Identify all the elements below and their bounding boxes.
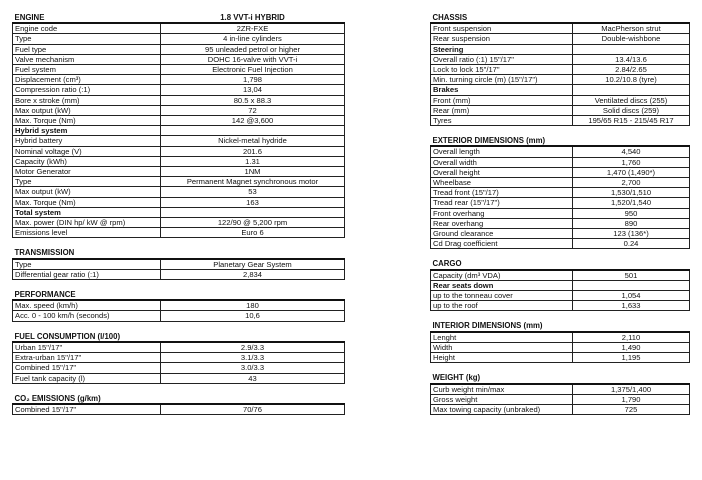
spec-value: Planetary Gear System (161, 259, 345, 270)
spec-value: 1,520/1,540 (573, 198, 690, 208)
table-row (13, 269, 345, 279)
table-row (431, 198, 690, 208)
table-row (13, 207, 345, 217)
section-title-value: 1.8 VVT-i HYBRID (161, 12, 345, 23)
spec-value: 2,700 (573, 178, 690, 188)
table-row (431, 85, 690, 95)
table-row (13, 95, 345, 105)
table-row (13, 105, 345, 115)
spec-value (161, 126, 345, 136)
spec-value: 1,375/1,400 (573, 384, 690, 395)
spec-label: Max. power (DIN hp/ kW @ rpm) (13, 218, 161, 228)
spec-value: 1,790 (573, 394, 690, 404)
spec-label: Acc. 0 - 100 km/h (seconds) (13, 311, 161, 321)
table-row (431, 44, 690, 54)
spec-value: Permanent Magnet synchronous motor (161, 177, 345, 187)
spec-table-fuel-consumption-l-100 (12, 331, 345, 384)
spec-label: Bore x stroke (mm) (13, 95, 161, 105)
right-column (430, 12, 690, 415)
spec-label: Emissions level (13, 228, 161, 238)
spec-label: Nominal voltage (V) (13, 146, 161, 156)
spec-value: 1,760 (573, 157, 690, 167)
spec-label: Max. Torque (Nm) (13, 197, 161, 207)
table-row (431, 239, 690, 249)
spec-value: 1,530/1,510 (573, 188, 690, 198)
section-title-value (573, 258, 690, 269)
section-title: FUEL CONSUMPTION (l/100) (13, 331, 161, 342)
spec-table-interior-dimensions-mm (430, 320, 690, 363)
table-row (13, 259, 345, 270)
spec-value: 13,04 (161, 85, 345, 95)
spec-value (161, 207, 345, 217)
spec-label: Engine code (13, 23, 161, 34)
spec-label: Wheelbase (431, 178, 573, 188)
spec-label: Min. turning circle (m) (15"/17") (431, 75, 573, 85)
table-row (13, 300, 345, 311)
spec-value: 2.9/3.3 (161, 342, 345, 353)
section-gap (430, 249, 690, 258)
section-gap (12, 322, 345, 331)
spec-value (573, 44, 690, 54)
section-gap (430, 126, 690, 135)
spec-value: 0.24 (573, 239, 690, 249)
table-row (431, 188, 690, 198)
section-gap (12, 238, 345, 247)
table-row (431, 146, 690, 157)
spec-table-performance (12, 289, 345, 322)
spec-label: Max output (kW) (13, 187, 161, 197)
table-row (13, 177, 345, 187)
spec-value: 1NM (161, 167, 345, 177)
spec-label: Hybrid battery (13, 136, 161, 146)
spec-label: Fuel tank capacity (l) (13, 373, 161, 383)
spec-label: Max towing capacity (unbraked) (431, 404, 573, 414)
spec-label: Type (13, 259, 161, 270)
section-title-value (161, 247, 345, 258)
table-row (13, 228, 345, 238)
spec-value: 1,633 (573, 301, 690, 311)
spec-label: Overall height (431, 167, 573, 177)
section-title: CARGO (431, 258, 573, 269)
table-row (13, 187, 345, 197)
table-row (431, 208, 690, 218)
table-row (431, 105, 690, 115)
table-row (431, 394, 690, 404)
spec-label: Type (13, 34, 161, 44)
table-row (431, 65, 690, 75)
spec-value: 1.31 (161, 156, 345, 166)
table-row (13, 116, 345, 126)
spec-value: 201.6 (161, 146, 345, 156)
section-title: PERFORMANCE (13, 289, 161, 300)
table-row (431, 95, 690, 105)
section-title: WEIGHT (kg) (431, 372, 573, 383)
table-row (13, 218, 345, 228)
spec-label: Capacity (dm³ VDA) (431, 270, 573, 281)
spec-value: 70/76 (161, 404, 345, 415)
spec-value: 1,490 (573, 342, 690, 352)
spec-value: 3.1/3.3 (161, 353, 345, 363)
spec-label: Lenght (431, 332, 573, 343)
spec-value: 2,834 (161, 269, 345, 279)
spec-value: 2ZR-FXE (161, 23, 345, 34)
spec-table-weight-kg (430, 372, 690, 415)
subsection-label: Hybrid system (13, 126, 161, 136)
spec-label: Overall width (431, 157, 573, 167)
spec-value: 53 (161, 187, 345, 197)
section-title: CO₂ EMISSIONS (g/km) (13, 393, 161, 404)
table-row (13, 136, 345, 146)
spec-table-exterior-dimensions-mm (430, 135, 690, 249)
table-row (13, 23, 345, 34)
spec-label: Max output (kW) (13, 105, 161, 115)
table-row (13, 85, 345, 95)
spec-label: Front suspension (431, 23, 573, 34)
spec-value: 80.5 x 88.3 (161, 95, 345, 105)
table-row (13, 311, 345, 321)
spec-label: Lock to lock 15"/17" (431, 65, 573, 75)
table-row (431, 280, 690, 290)
spec-label: Curb weight min/max (431, 384, 573, 395)
subsection-label: Steering (431, 44, 573, 54)
table-row (431, 178, 690, 188)
left-column (12, 12, 345, 415)
spec-value: 163 (161, 197, 345, 207)
spec-value: 10,6 (161, 311, 345, 321)
table-row (13, 54, 345, 64)
table-row (431, 332, 690, 343)
spec-label: Max. Torque (Nm) (13, 116, 161, 126)
table-row (431, 157, 690, 167)
table-row (431, 404, 690, 414)
spec-value: 180 (161, 300, 345, 311)
table-row (431, 218, 690, 228)
table-row (431, 23, 690, 34)
spec-label: up to the tonneau cover (431, 291, 573, 301)
spec-label: Differential gear ratio (:1) (13, 269, 161, 279)
spec-table-co-emissions-g-km (12, 393, 345, 415)
spec-value: 1,470 (1,490*) (573, 167, 690, 177)
subsection-label: Total system (13, 207, 161, 217)
subsection-label: Rear seats down (431, 280, 573, 290)
section-gap (430, 363, 690, 372)
section-title: TRANSMISSION (13, 247, 161, 258)
table-row (431, 291, 690, 301)
spec-value: 1,054 (573, 291, 690, 301)
spec-value: 195/65 R15 - 215/45 R17 (573, 116, 690, 126)
spec-label: Tread front (15"/17) (431, 188, 573, 198)
table-row (431, 384, 690, 395)
spec-value: 123 (136*) (573, 229, 690, 239)
spec-label: Extra-urban 15"/17" (13, 353, 161, 363)
table-row (13, 65, 345, 75)
table-row (13, 353, 345, 363)
table-row (13, 146, 345, 156)
table-row (13, 167, 345, 177)
table-row (13, 75, 345, 85)
spec-value: 95 unleaded petrol or higher (161, 44, 345, 54)
table-row (13, 126, 345, 136)
section-gap (12, 280, 345, 289)
spec-value: 3.0/3.3 (161, 363, 345, 373)
table-row (431, 229, 690, 239)
section-title: INTERIOR DIMENSIONS (mm) (431, 320, 573, 331)
subsection-label: Brakes (431, 85, 573, 95)
section-title-value (573, 320, 690, 331)
spec-label: Fuel type (13, 44, 161, 54)
section-title: CHASSIS (431, 12, 573, 23)
spec-value: 2,110 (573, 332, 690, 343)
spec-label: Compression ratio (:1) (13, 85, 161, 95)
table-row (431, 34, 690, 44)
table-row (431, 54, 690, 64)
spec-value: 10.2/10.8 (tyre) (573, 75, 690, 85)
spec-value: Double-wishbone (573, 34, 690, 44)
spec-value: 890 (573, 218, 690, 228)
spec-table-transmission (12, 247, 345, 280)
spec-label: Rear overhang (431, 218, 573, 228)
spec-label: Combined 15"/17" (13, 363, 161, 373)
table-row (13, 373, 345, 383)
section-title-value (161, 289, 345, 300)
spec-value: 4,540 (573, 146, 690, 157)
spec-table-engine (12, 12, 345, 238)
spec-value: Solid discs (259) (573, 105, 690, 115)
table-row (431, 167, 690, 177)
spec-label: Type (13, 177, 161, 187)
section-gap (12, 384, 345, 393)
spec-value: MacPherson strut (573, 23, 690, 34)
spec-label: Tread rear (15"/17") (431, 198, 573, 208)
spec-label: Valve mechanism (13, 54, 161, 64)
spec-value: 2.84/2.65 (573, 65, 690, 75)
spec-value: 43 (161, 373, 345, 383)
spec-value (573, 280, 690, 290)
spec-value: 13.4/13.6 (573, 54, 690, 64)
spec-value: 122/90 @ 5,200 rpm (161, 218, 345, 228)
spec-value: 4 in-line cylinders (161, 34, 345, 44)
spec-label: Tyres (431, 116, 573, 126)
table-row (431, 116, 690, 126)
spec-value (573, 85, 690, 95)
section-title: ENGINE (13, 12, 161, 23)
table-row (13, 404, 345, 415)
spec-label: Overall length (431, 146, 573, 157)
spec-label: Combined 15"/17" (13, 404, 161, 415)
table-row (431, 301, 690, 311)
table-row (13, 156, 345, 166)
spec-label: Rear (mm) (431, 105, 573, 115)
table-row (431, 353, 690, 363)
spec-label: Width (431, 342, 573, 352)
table-row (13, 44, 345, 54)
spec-label: Cd Drag coefficient (431, 239, 573, 249)
table-row (431, 342, 690, 352)
spec-label: Front overhang (431, 208, 573, 218)
spec-label: Urban 15"/17" (13, 342, 161, 353)
spec-label: Max. speed (km/h) (13, 300, 161, 311)
spec-value: 1,798 (161, 75, 345, 85)
spec-value: 1,195 (573, 353, 690, 363)
spec-label: Gross weight (431, 394, 573, 404)
section-title-value (161, 393, 345, 404)
spec-value: 72 (161, 105, 345, 115)
spec-value: 950 (573, 208, 690, 218)
spec-table-chassis (430, 12, 690, 126)
spec-value: 725 (573, 404, 690, 414)
spec-label: Capacity (kWh) (13, 156, 161, 166)
spec-label: Fuel system (13, 65, 161, 75)
table-row (13, 197, 345, 207)
table-row (13, 363, 345, 373)
spec-label: Rear suspension (431, 34, 573, 44)
table-row (13, 34, 345, 44)
spec-label: Ground clearance (431, 229, 573, 239)
spec-label: Motor Generator (13, 167, 161, 177)
spec-label: Overall ratio (:1) 15"/17" (431, 54, 573, 64)
section-title-value (573, 372, 690, 383)
spec-label: Displacement (cm³) (13, 75, 161, 85)
spec-value: Ventilated discs (255) (573, 95, 690, 105)
spec-value: Nickel-metal hydride (161, 136, 345, 146)
section-title: EXTERIOR DIMENSIONS (mm) (431, 135, 573, 146)
section-gap (430, 311, 690, 320)
spec-label: Front (mm) (431, 95, 573, 105)
spec-value: DOHC 16-valve with VVT-i (161, 54, 345, 64)
section-title-value (161, 331, 345, 342)
table-row (13, 342, 345, 353)
spec-value: 142 @3,600 (161, 116, 345, 126)
spec-table-cargo (430, 258, 690, 311)
spec-value: Euro 6 (161, 228, 345, 238)
spec-label: up to the roof (431, 301, 573, 311)
table-row (431, 75, 690, 85)
spec-value: 501 (573, 270, 690, 281)
section-title-value (573, 12, 690, 23)
spec-value: Electronic Fuel Injection (161, 65, 345, 75)
section-title-value (573, 135, 690, 146)
table-row (431, 270, 690, 281)
spec-label: Height (431, 353, 573, 363)
